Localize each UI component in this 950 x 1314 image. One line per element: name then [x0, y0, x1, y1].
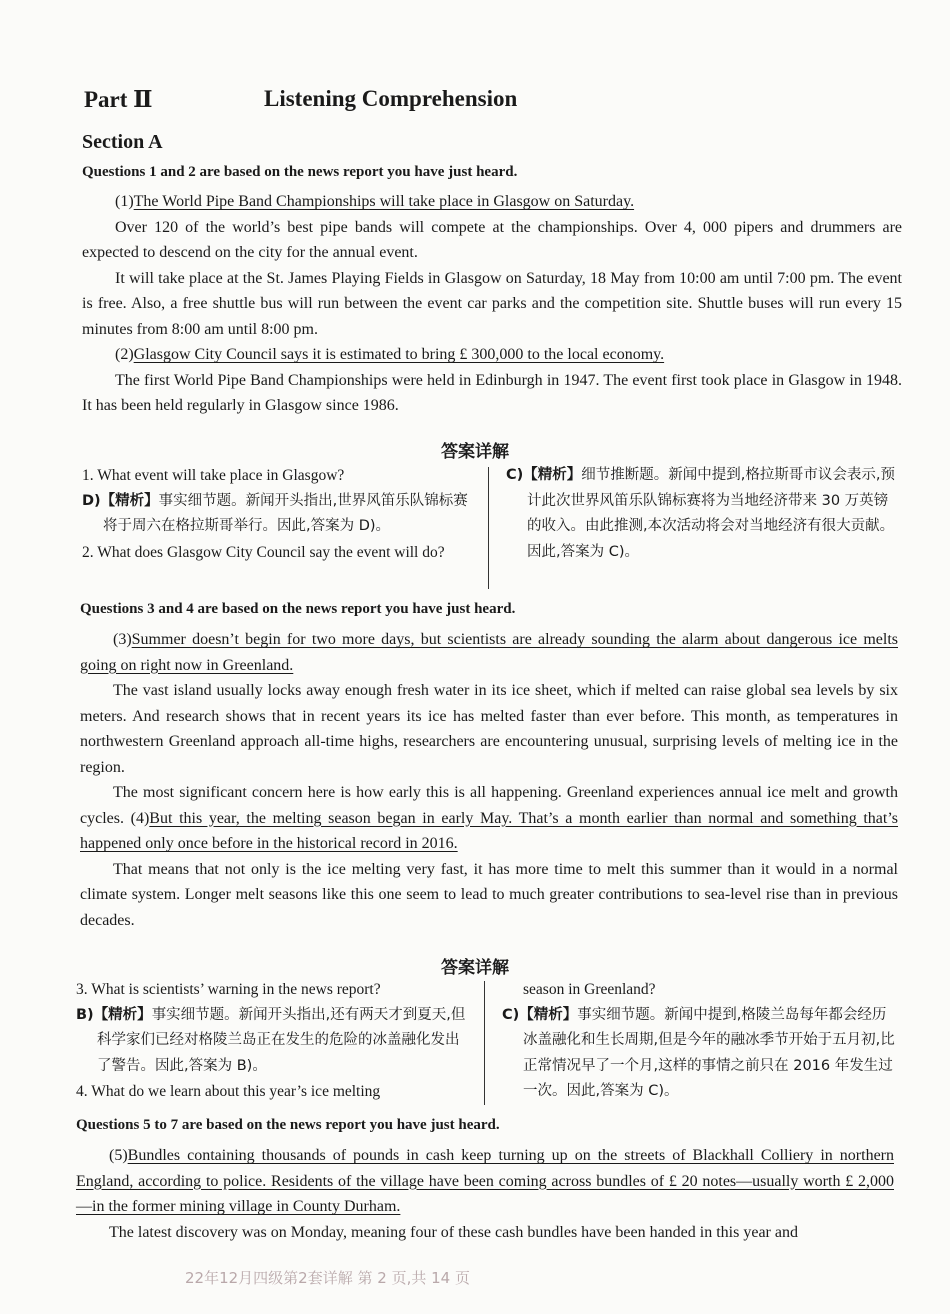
question-marker: (2): [115, 346, 134, 363]
paragraph-text: The most significant concern here is how early this is all happening. Greenland experiences annual ice melt and growth cycles. (4): [80, 784, 898, 827]
page-footer: 22年12月四级第2套详解 第 2 页,共 14 页: [185, 1269, 470, 1287]
question-heading-5-7: Questions 5 to 7 are based on the news report you have just heard.: [76, 1117, 500, 1133]
question-heading-3-4: Questions 3 and 4 are based on the news report you have just heard.: [80, 601, 516, 617]
news-report-1: [82, 189, 902, 419]
question-4: 4. What do we learn about this year’s ice melting: [76, 1083, 381, 1100]
analysis-tag: 【精析】: [523, 467, 582, 483]
analysis-text: 事实细节题。新闻中提到,格陵兰岛每年都会经历冰盖融化和生长周期,但是今年的融冰季节开始于五月初,比正常情况早了一个月,这样的事情之前只在 2016 年发生过一次。因此,答案为 C)。: [523, 1006, 895, 1099]
part-title: Listening Comprehension: [264, 86, 518, 111]
answer-column-right: [502, 977, 898, 1105]
paragraph: It will take place at the St. James Playing Fields in Glasgow on Saturday, 18 May from 10:00 am until 7:00 pm. The event is free. Also, a free shuttle bus will run between the event car parks and the competition site. Shuttle buses will run every 15 minutes from 8:00 am until 8:00 pm.: [82, 269, 902, 338]
question-1: 1. What event will take place in Glasgow?: [82, 467, 345, 484]
part-label: Part Ⅱ: [84, 87, 153, 112]
question-4-continued: season in Greenland?: [523, 981, 656, 998]
question-3: 3. What is scientists’ warning in the news report?: [76, 981, 381, 998]
analysis-tag: 【精析】: [93, 1006, 152, 1023]
answer-3: [76, 1003, 472, 1080]
answer-explanation-1-2: [82, 463, 902, 593]
underlined-sentence: Glasgow City Council says it is estimated to bring £ 300,000 to the local economy.: [133, 346, 665, 363]
analysis-tag: 【精析】: [519, 1006, 578, 1023]
answer-letter: C): [502, 1006, 520, 1023]
answer-explanation-title: 答案详解: [441, 958, 509, 978]
news-report-3: [76, 1143, 894, 1245]
underlined-sentence: Summer doesn’t begin for two more days, but scientists are already sounding the alarm about dangerous ice melts going on right now in Greenland.: [80, 631, 898, 674]
underlined-sentence: The World Pipe Band Championships will take place in Glasgow on Saturday.: [133, 193, 635, 210]
paragraph: [82, 342, 902, 368]
paragraph: The latest discovery was on Monday, meaning four of these cash bundles have been handed in this year and: [109, 1223, 798, 1241]
paragraph: Over 120 of the world’s best pipe bands will compete at the championships. Over 4, 000 pipers and drummers are expected to descend on the city for the annual event.: [82, 218, 902, 261]
underlined-sentence: Bundles containing thousands of pounds in cash keep turning up on the streets of Blackhall Colliery in northern England, according to police. Residents of the village have been coming across bundles of £ 20 notes—usually worth £ 2,000—in the former mining village in County Durham.: [76, 1147, 894, 1215]
news-report-2: [80, 627, 898, 933]
column-divider: [488, 467, 489, 589]
answer-1: [82, 489, 477, 540]
answer-letter: B): [76, 1006, 94, 1023]
answer-4: [502, 1003, 898, 1105]
underlined-sentence: But this year, the melting season began in early May. That’s a month earlier than normal and something that’s happened only once before in the historical record in 2016.: [80, 809, 899, 852]
answer-letter: D): [82, 492, 101, 509]
paragraph: The first World Pipe Band Championships were held in Edinburgh in 1947. The event first took place in Glasgow in 1948. It has been held regularly in Glasgow since 1986.: [82, 371, 902, 414]
answer-column-left: [82, 463, 477, 565]
answer-2: [506, 463, 902, 565]
paragraph: [80, 780, 898, 857]
paragraph: The vast island usually locks away enough fresh water in its ice sheet, which if melted can raise global sea levels by six meters. And research shows that in recent years its ice has melted faster than ever before. This month, as temperatures in northwestern Greenland approach all-time highs, researchers are encountering unusual, surprising levels of melting ice in the region.: [80, 682, 898, 776]
column-divider: [484, 981, 485, 1105]
section-title: Section A: [82, 131, 163, 153]
answer-explanation-3-4: [76, 977, 898, 1109]
answer-column-left: [76, 977, 472, 1105]
part-header: [84, 86, 784, 120]
question-marker: (3): [113, 631, 132, 648]
answer-explanation-title: 答案详解: [441, 442, 509, 462]
question-heading-1-2: Questions 1 and 2 are based on the news report you have just heard.: [82, 164, 518, 180]
question-2: 2. What does Glasgow City Council say the event will do?: [82, 543, 445, 561]
analysis-text: 事实细节题。新闻开头指出,世界风笛乐队锦标赛将于周六在格拉斯哥举行。因此,答案为 D)。: [103, 492, 468, 534]
paragraph: That means that not only is the ice melting very fast, it has more time to melt this summer than it would in a normal climate system. Longer melt seasons like this one seem to lead to much greater contributions to sea-level rise than in previous decades.: [80, 860, 898, 929]
paragraph: [76, 1143, 894, 1220]
analysis-tag: 【精析】: [100, 492, 159, 509]
paragraph: [82, 189, 902, 215]
analysis-text: 事实细节题。新闻开头指出,还有两天才到夏天,但科学家们已经对格陵兰岛正在发生的危险的冰盖融化发出了警告。因此,答案为 B)。: [97, 1006, 466, 1074]
analysis-text: 细节推断题。新闻中提到,格拉斯哥市议会表示,预计此次世界风笛乐队锦标赛将为当地经济带来 30 万英镑的收入。由此推测,本次活动将会对当地经济有很大贡献。因此,答案为 C)。: [527, 467, 895, 560]
question-marker: (1): [115, 193, 134, 210]
answer-letter: C): [506, 467, 524, 483]
paragraph: [80, 627, 898, 678]
question-marker: (5): [109, 1147, 128, 1164]
answer-column-right: [506, 463, 902, 565]
